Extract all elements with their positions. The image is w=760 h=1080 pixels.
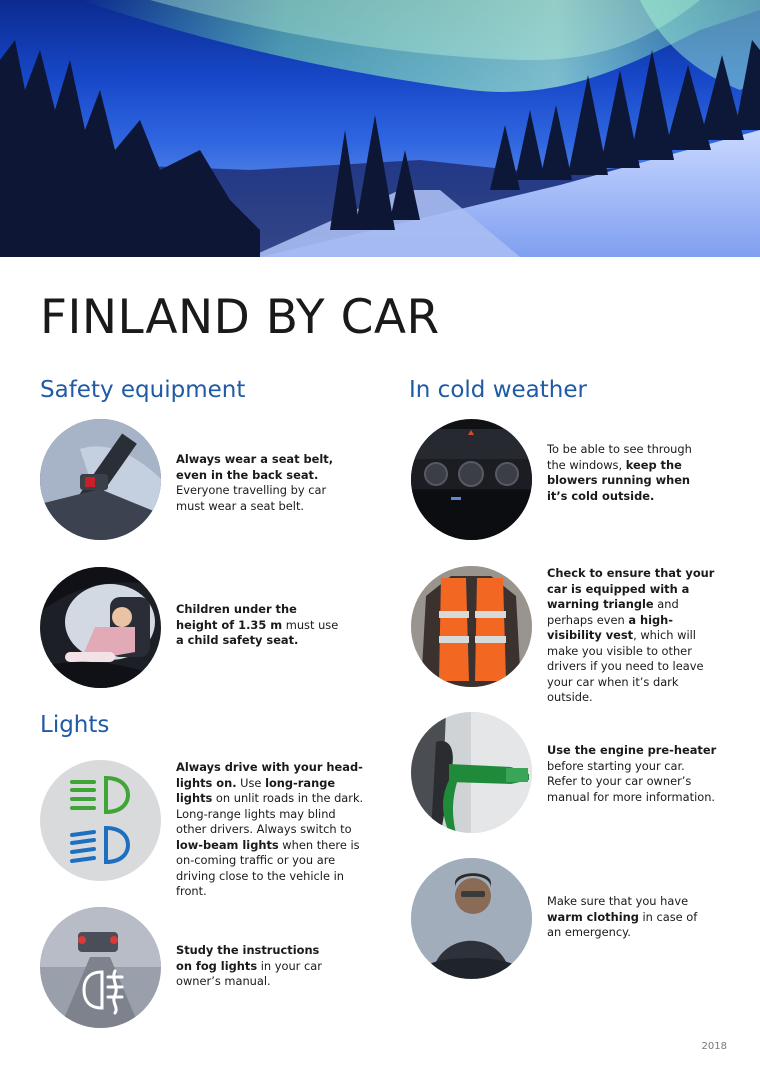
child-seat-photo — [40, 567, 161, 688]
hero-image-northern-lights — [0, 0, 760, 257]
headlights-bold-2: long-range lights — [176, 775, 336, 805]
triangle-text-1: and perhaps even — [547, 597, 679, 627]
high-beam-headlight-icon — [72, 778, 128, 812]
triangle-text-2: , which will make you visible to other drivers if you need to leave your car when it’s dark outside. — [547, 628, 704, 704]
seatbelt-bold-1: Always wear a seat belt, even in the back seat. — [176, 452, 334, 482]
warm-clothing-photo — [411, 858, 532, 979]
fog-bold-1: Study the instructions on fog lights — [176, 943, 320, 973]
engine-pre-heater-photo — [411, 712, 532, 833]
fog-photo — [40, 907, 161, 1028]
preheater-text-1: before starting your car. Refer to your car owner’s manual for more information. — [547, 758, 716, 804]
low-beam-headlight-icon — [72, 828, 128, 862]
headlights-text-1: Use — [236, 775, 266, 790]
triangle-bold-1: Check to ensure that your car is equipped with a warning triangle — [547, 566, 715, 611]
dashboard-controls-photo — [411, 419, 532, 540]
seat-belt-photo — [40, 419, 161, 540]
child-seat-bold-2: a child safety seat. — [176, 633, 299, 647]
blowers-bold-1: keep the blowers running when it’s cold outside. — [547, 457, 691, 503]
preheater-bold-1: Use the engine pre-heater — [547, 743, 717, 757]
headlights-text-2: on unlit roads in the dark. Long-range lights may blind other drivers. Always switch to — [176, 791, 364, 836]
section-heading-cold-weather: In cold weather — [409, 377, 587, 403]
headlights-text-3: when there is on-coming traffic or you are driving close to the vehicle in front. — [176, 837, 360, 898]
clothing-text-2: in case of an emergency. — [547, 909, 698, 939]
clothing-text-1: Make sure that you have — [547, 894, 689, 908]
blowers-text-1: To be able to see through the windows, — [547, 442, 692, 472]
footer-year: 2018 — [701, 1041, 727, 1052]
clothing-bold-1: warm clothing — [547, 909, 639, 924]
headlight-icons-circle — [40, 760, 161, 881]
child-seat-text-1: must use — [282, 617, 339, 632]
headlights-bold-3: low-beam lights — [176, 837, 279, 852]
section-heading-lights: Lights — [40, 712, 110, 738]
seatbelt-text-1: Everyone travelling by car must wear a seat belt. — [176, 483, 327, 513]
section-heading-safety-equipment: Safety equipment — [40, 377, 246, 403]
headlights-bold-1: Always drive with your head-lights on. — [176, 760, 363, 790]
page-title: FINLAND BY CAR — [40, 290, 440, 345]
fog-text-1: in your car owner’s manual. — [176, 958, 322, 988]
high-visibility-vest-photo — [411, 566, 532, 687]
child-seat-bold-1: Children under the height of 1.35 m — [176, 602, 297, 632]
triangle-bold-2: a high-visibility vest — [547, 612, 673, 642]
